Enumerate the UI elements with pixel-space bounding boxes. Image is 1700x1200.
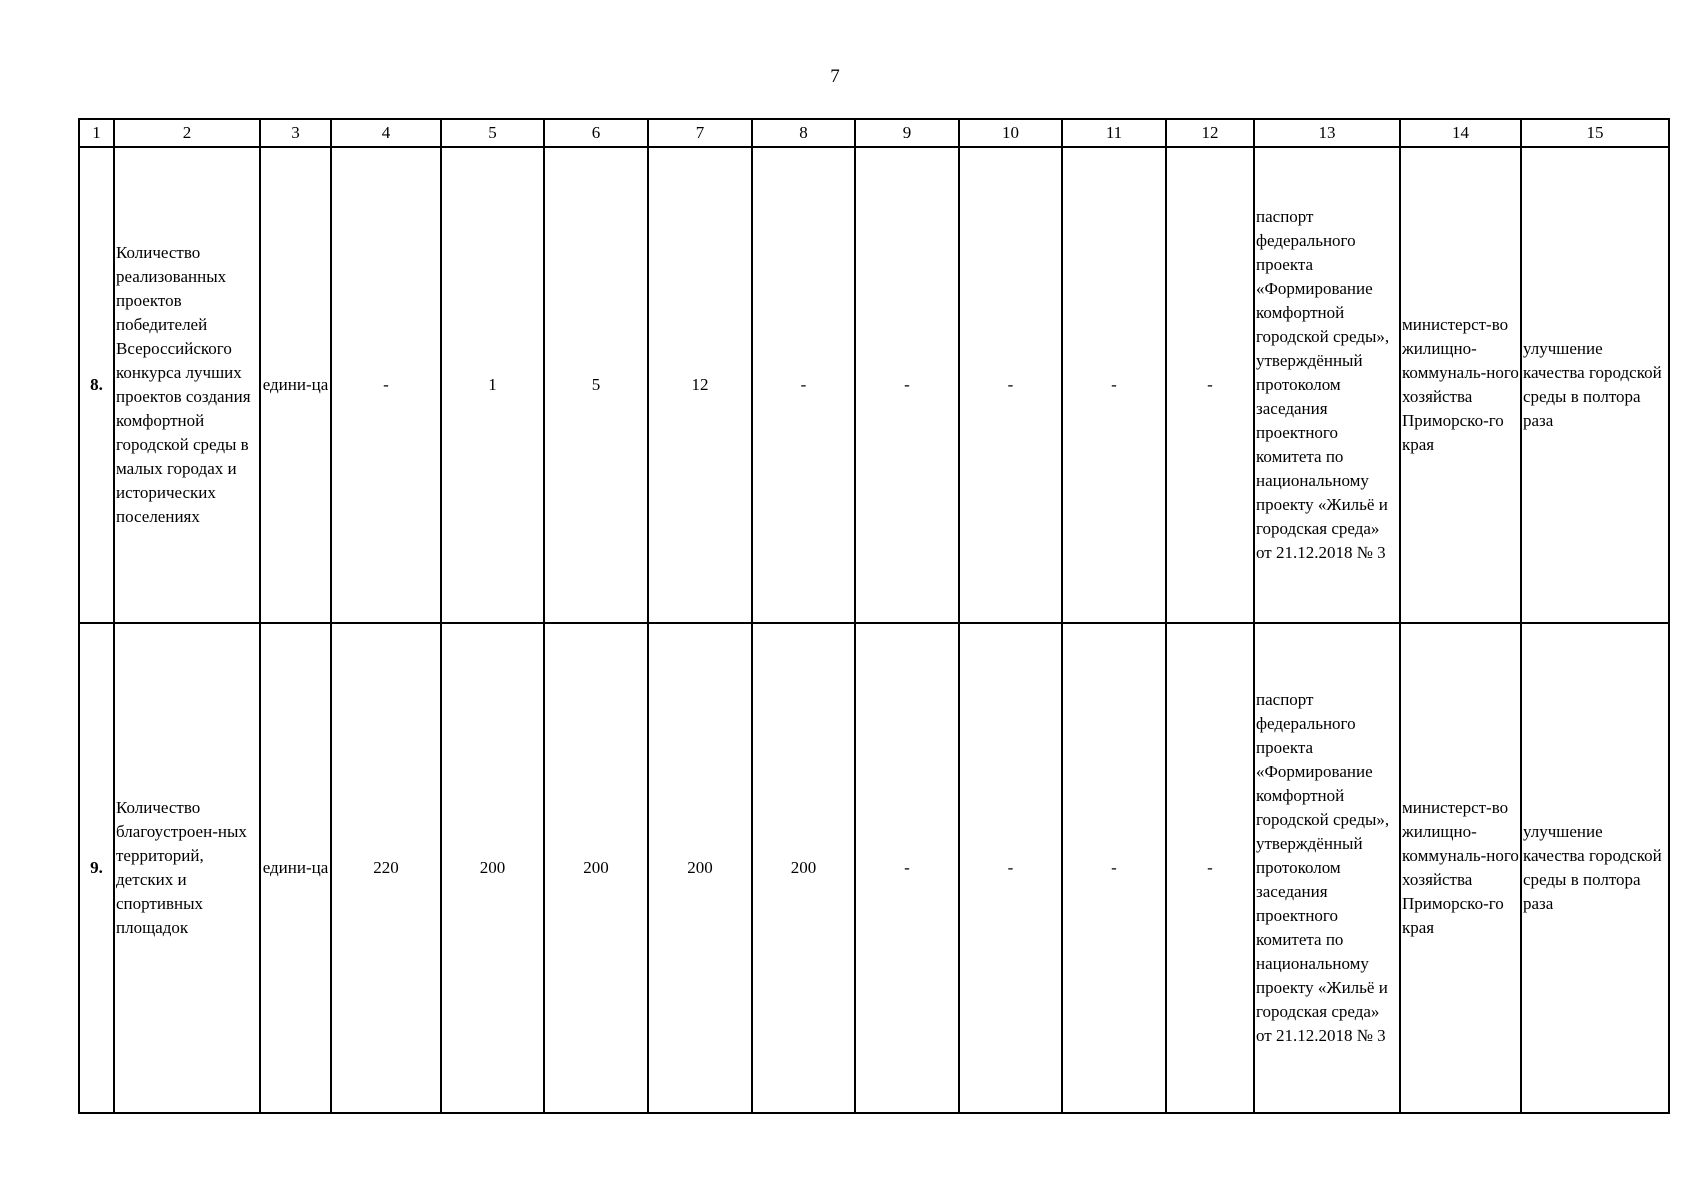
page-number: 7 [830,66,840,87]
value-cell: - [752,147,855,623]
indicators-table [78,118,1670,1114]
column-header: 4 [331,119,441,147]
value-cell: 200 [441,623,544,1113]
column-header: 5 [441,119,544,147]
row-number: 9. [79,623,114,1113]
value-cell: - [855,147,959,623]
responsible-body: министерст-во жилищно-коммуналь-ного хозяйства Приморско-го края [1400,623,1521,1113]
expected-result: улучшение качества городской среды в полтора раза [1521,147,1669,623]
column-header: 2 [114,119,260,147]
value-cell: 12 [648,147,752,623]
value-cell: 200 [752,623,855,1113]
source-document: паспорт федерального проекта «Формирование комфортной городской среды», утверждённый протоколом заседания проектного комитета по национальному проекту «Жильё и городская среда» от 21.12.2018 № 3 [1254,147,1400,623]
value-cell: - [959,147,1062,623]
table-row [79,147,1669,623]
column-header: 1 [79,119,114,147]
column-header: 14 [1400,119,1521,147]
column-header: 12 [1166,119,1254,147]
column-header: 3 [260,119,331,147]
value-cell: 1 [441,147,544,623]
indicator-name: Количество благоустроен-ных территорий, детских и спортивных площадок [114,623,260,1113]
value-cell: - [1166,147,1254,623]
column-header: 6 [544,119,648,147]
table-row [79,623,1669,1113]
value-cell: - [959,623,1062,1113]
column-header: 11 [1062,119,1166,147]
value-cell: - [331,147,441,623]
value-cell: - [855,623,959,1113]
value-cell: 200 [544,623,648,1113]
value-cell: - [1062,623,1166,1113]
column-header: 7 [648,119,752,147]
expected-result: улучшение качества городской среды в полтора раза [1521,623,1669,1113]
responsible-body: министерст-во жилищно-коммуналь-ного хозяйства Приморско-го края [1400,147,1521,623]
column-header: 8 [752,119,855,147]
column-header: 9 [855,119,959,147]
unit-cell: едини-ца [260,623,331,1113]
value-cell: 200 [648,623,752,1113]
unit-cell: едини-ца [260,147,331,623]
value-cell: - [1062,147,1166,623]
value-cell: 220 [331,623,441,1113]
row-number: 8. [79,147,114,623]
value-cell: 5 [544,147,648,623]
column-header: 15 [1521,119,1669,147]
indicator-name: Количество реализованных проектов победителей Всероссийского конкурса лучших проектов создания комфортной городской среды в малых городах и исторических поселениях [114,147,260,623]
header-row [79,119,1669,147]
value-cell: - [1166,623,1254,1113]
source-document: паспорт федерального проекта «Формирование комфортной городской среды», утверждённый протоколом заседания проектного комитета по национальному проекту «Жильё и городская среда» от 21.12.2018 № 3 [1254,623,1400,1113]
column-header: 10 [959,119,1062,147]
column-header: 13 [1254,119,1400,147]
